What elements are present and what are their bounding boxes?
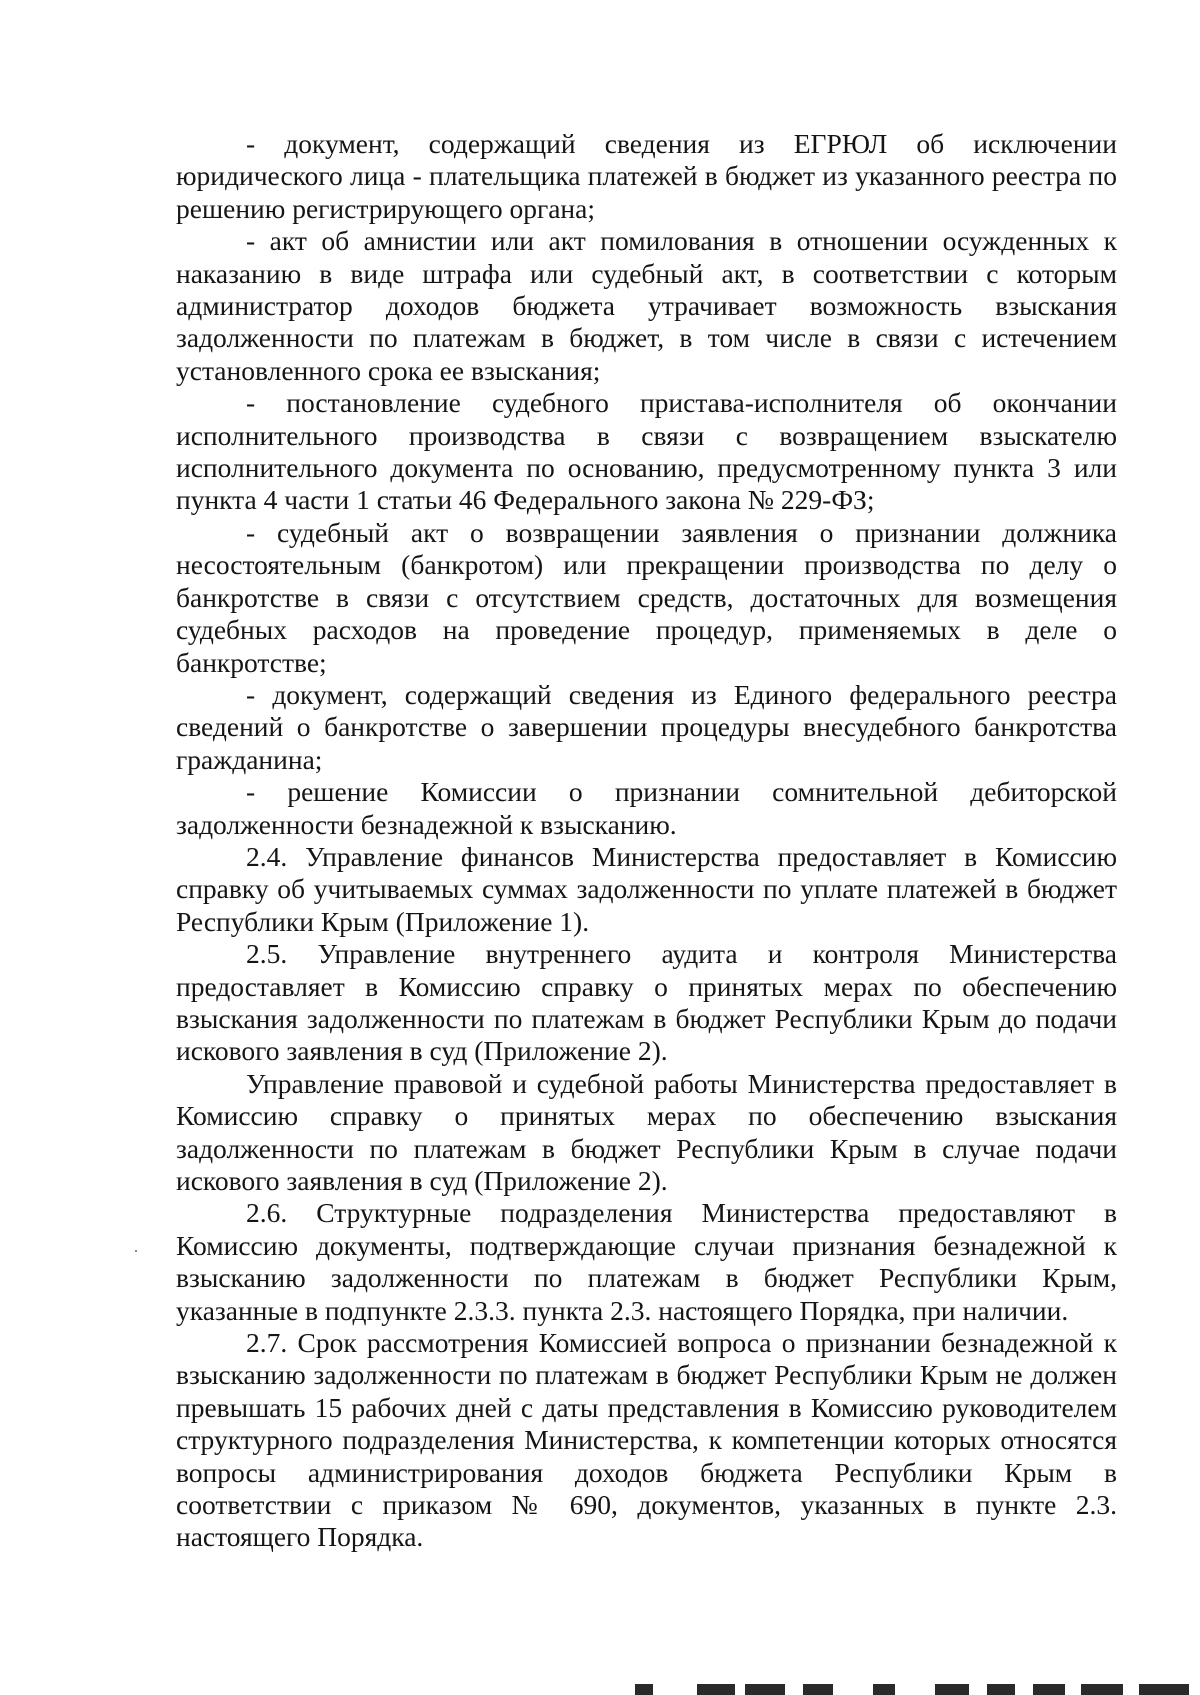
paragraph-commission-decision: - решение Комиссии о признании сомнительной дебиторской задолженности безнадежной к взысканию.: [176, 776, 1117, 840]
document-body: [176, 128, 1117, 1554]
paragraph-2-5: 2.5. Управление внутреннего аудита и контроля Министерства предоставляет в Комиссию справку о принятых мерах по обеспечению взыскания задолженности по платежам в бюджет Республики Крым до подачи искового заявления в суд (Приложение 2).: [176, 938, 1117, 1067]
scan-edge-marks: [635, 1684, 1195, 1695]
paragraph-bankruptcy-court-act: - судебный акт о возвращении заявления о признании должника несостоятельным (банкротом) или прекращении производства по делу о банкротстве в связи с отсутствием средств, достаточных для возмещения судебных расходов на проведение процедур, применяемых в деле о банкротстве;: [176, 516, 1117, 678]
scan-speck: [135, 1250, 137, 1252]
paragraph-amnesty-act: - акт об амнистии или акт помилования в отношении осужденных к наказанию в виде штрафа или судебный акт, в соответствии с которым администратор доходов бюджета утрачивает возможность взыскания задолженности по платежам в бюджет, в том числе в связи с истечением установленного срока ее взыскания;: [176, 225, 1117, 386]
paragraph-egrul-document: - документ, содержащий сведения из ЕГРЮЛ об исключении юридического лица - плательщика платежей в бюджет из указанного реестра по решению регистрирующего органа;: [176, 128, 1117, 224]
paragraph-2-7: 2.7. Срок рассмотрения Комиссией вопроса о признании безнадежной к взысканию задолженности по платежам в бюджет Республики Крым не должен превышать 15 рабочих дней с даты представления в Комиссию руководителем структурного подразделения Министерства, к компетенции которых относятся вопросы администрирования доходов бюджета Республики Крым в соответствии с приказом № 690, документов, указанных в пункте 2.3. настоящего Порядка.: [176, 1327, 1117, 1553]
paragraph-bailiff-resolution: - постановление судебного пристава-исполнителя об окончании исполнительного производства в связи с возвращением взыскателю исполнительного документа по основанию, предусмотренному пункта 3 или пункта 4 части 1 статьи 46 Федерального закона № 229-ФЗ;: [176, 387, 1117, 516]
paragraph-bankruptcy-registry-document: - документ, содержащий сведения из Единого федерального реестра сведений о банкротстве о завершении процедуры внесудебного банкротства гражданина;: [176, 678, 1117, 775]
paragraph-legal-department: Управление правовой и судебной работы Министерства предоставляет в Комиссию справку о принятых мерах по обеспечению взыскания задолженности по платежам в бюджет Республики Крым в случае подачи искового заявления в суд (Приложение 2).: [176, 1067, 1117, 1196]
paragraph-2-6: 2.6. Структурные подразделения Министерства предоставляют в Комиссию документы, подтверждающие случаи признания безнадежной к взысканию задолженности по платежам в бюджет Республики Крым, указанные в подпункте 2.3.3. пункта 2.3. настоящего Порядка, при наличии.: [176, 1197, 1117, 1326]
paragraph-2-4: 2.4. Управление финансов Министерства предоставляет в Комиссию справку об учитываемых суммах задолженности по уплате платежей в бюджет Республики Крым (Приложение 1).: [176, 840, 1117, 937]
